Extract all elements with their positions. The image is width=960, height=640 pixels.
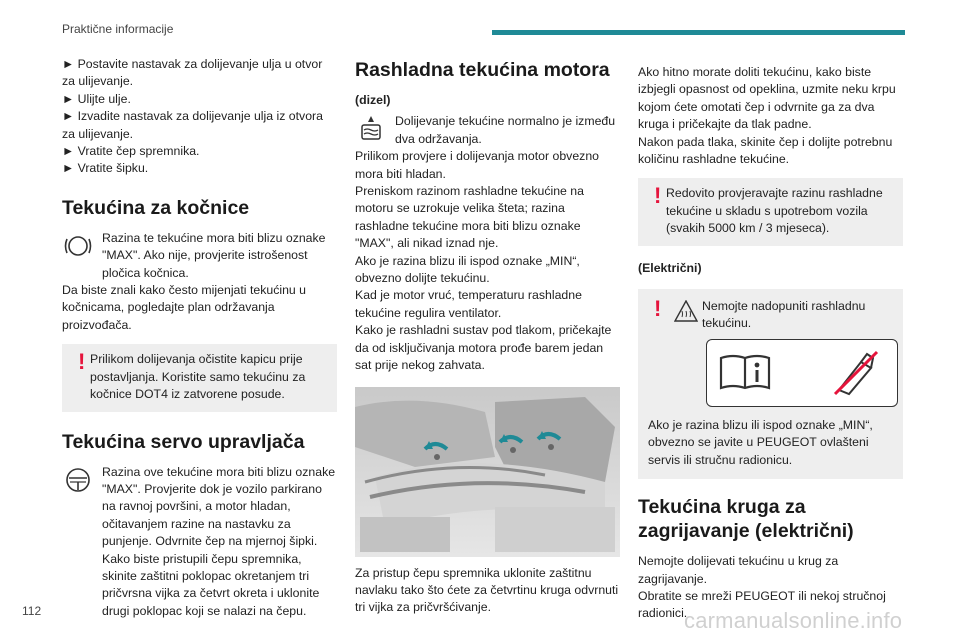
warning-exclamation-icon: ! — [654, 296, 662, 322]
coolant-text-1: Dolijevanje tekućine normalno je između dva održavanja. — [395, 114, 616, 146]
column-3 — [638, 64, 903, 623]
electric-warning-header — [648, 298, 893, 333]
warning-exclamation-icon: ! — [654, 183, 662, 209]
header-accent-bar — [492, 30, 905, 35]
step-5: ► Vratite šipku. — [62, 161, 149, 176]
no-refill-bottle-icon — [831, 348, 881, 398]
coolant-block — [355, 113, 620, 148]
coolant-subheading-diesel: (dizel) — [355, 93, 391, 107]
brake-fluid-block — [62, 230, 337, 282]
column-1 — [62, 56, 337, 620]
manual-no-refill-pictogram — [706, 339, 898, 407]
coolant-text-5: Kad je motor vruć, temperaturu rashladne tekućine regulira ventilator. — [355, 288, 582, 320]
brake-warning-text: Prilikom dolijevanja očistite kapicu prije postavljanja. Koristite samo tekućinu za kočnice DOT4 iz zatvorene posude. — [90, 352, 306, 402]
coolant-text-2: Prilikom provjere i dolijevanja motor obvezno mora biti hladan. — [355, 149, 599, 181]
warning-exclamation-icon: ! — [78, 349, 86, 375]
steering-fluid-icon — [62, 464, 94, 496]
brake-warning-box — [62, 344, 337, 411]
coolant-text-3: Preniskom razinom rashladne tekućine na motoru se uzrokuje velika šteta; razina rashladne tekućine mora biti blizu oznake "MAX", ali nikad iznad nje. — [355, 184, 584, 251]
electric-warning-box — [638, 289, 903, 479]
step-3: ► Izvadite nastavak za dolijevanje ulja iz otvora za ulijevanje. — [62, 109, 323, 141]
brake-fluid-text: Razina te tekućine mora biti blizu oznake "MAX". Ako nije, provjerite istrošenost pločica kočnica. — [102, 230, 326, 280]
emergency-refill-text: Ako hitno morate doliti tekućinu, kako biste izbjegli opasnost od opeklina, uzmite neku krpu kojom ćete omotati čep i odvrnite ga za dva kruga i pričekajte da tlak padne. — [638, 65, 896, 132]
electric-subheading: (Električni) — [638, 260, 702, 275]
step-2: ► Ulijte ulje. — [62, 91, 131, 106]
brake-fluid-icon — [62, 230, 94, 262]
coolant-check-warning-box — [638, 178, 903, 245]
heating-circuit-text-1: Nemojte dolijevati tekućinu u krug za zagrijavanje. — [638, 554, 839, 586]
watermark: carmanualsonline.info — [684, 608, 903, 633]
electric-warning-text: Nemojte nadopuniti rashladnu tekućinu. — [702, 299, 866, 331]
coolant-heading: Rashladna tekućina motora — [355, 59, 610, 81]
hot-warning-triangle-icon — [674, 300, 698, 322]
electric-min-level-text: Ako je razina blizu ili ispod oznake „MIN“, obvezno se javite u PEUGEOT ovlašteni servis ili stručnu radionicu. — [648, 417, 873, 467]
column-2 — [355, 56, 620, 617]
coolant-icon — [355, 113, 387, 145]
photo-caption: Za pristup čepu spremnika uklonite zaštitnu navlaku tako što ćete za četvrtinu kruga odvrnuti tri vijka za pričvršćivanje. — [355, 565, 619, 615]
coolant-text-4: Ako je razina blizu ili ispod oznake „MIN“, obvezno dolijte tekućinu. — [355, 253, 580, 286]
engine-bay-photo — [355, 387, 620, 557]
step-4: ► Vratite čep spremnika. — [62, 144, 200, 159]
manual-book-icon — [719, 354, 771, 392]
brake-fluid-maintenance: Da biste znali kako često mijenjati tekućinu u kočnicama, pogledajte plan održavanja proizvođača. — [62, 283, 307, 332]
steering-fluid-heading: Tekućina servo upravljača — [62, 430, 305, 453]
steering-fluid-block — [62, 464, 337, 621]
step-1: ► Postavite nastavak za dolijevanje ulja u otvor za ulijevanje. — [62, 57, 323, 89]
brake-fluid-heading: Tekućina za kočnice — [62, 196, 250, 219]
heating-circuit-heading: Tekućina kruga za zagrijavanje (električni) — [638, 496, 854, 543]
page-number: 112 — [22, 604, 42, 618]
coolant-check-warning-text: Redovito provjeravajte razinu rashladne tekućine u skladu s upotrebom vozila (svakih 5000 km / 3 mjeseca). — [666, 186, 883, 236]
coolant-text-6: Kako je rashladni sustav pod tlakom, pričekajte da od isključivanja motora prođe barem jedan sat prije nekog zahvata. — [355, 323, 612, 373]
heating-circuit-text-2: Obratite se mreži PEUGEOT ili nekoj stručnoj radionici. — [638, 588, 886, 621]
steering-fluid-text: Razina ove tekućine mora biti blizu oznake "MAX". Provjerite dok je vozilo parkirano na ravnoj površini, a motor hladan, očitavanjem razine na nastavku za punjenje. Odvrnite čep na mjernoj šipki. Kako biste pristupili čepu spremnika, skinite zaštitni poklopac okretanjem tri pričvrsna vijka za četvrt okreta i uklonite drugi poklopac koji se nalazi na čepu. — [102, 464, 336, 618]
section-title: Praktične informacije — [62, 22, 174, 36]
after-pressure-text: Nakon pada tlaka, skinite čep i dolijte potrebnu količinu rashladne tekućine. — [638, 134, 893, 167]
